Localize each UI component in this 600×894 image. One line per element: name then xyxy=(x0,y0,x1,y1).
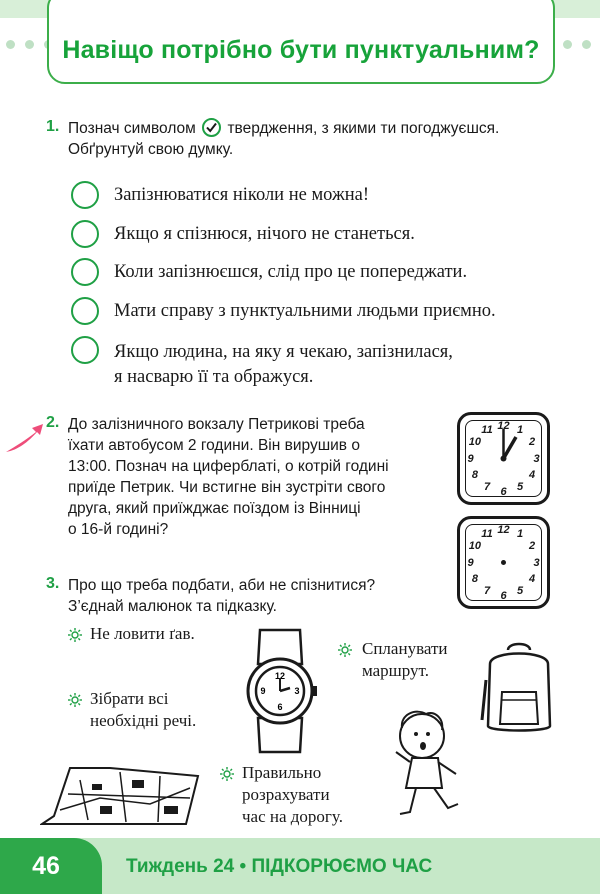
task1-line2: Обґрунтуй свою думку. xyxy=(68,141,234,158)
clock-face-1[interactable] xyxy=(457,412,550,505)
clock2-number-4: 4 xyxy=(529,573,536,585)
clock1-number-9: 9 xyxy=(467,452,474,465)
clock2-number-10: 10 xyxy=(468,540,482,552)
answer-circle-4[interactable] xyxy=(71,297,99,325)
task1-number: 1. xyxy=(46,118,60,135)
task2-line2: їхати автобусом 2 години. Він вирушив о xyxy=(68,437,360,454)
clock1-number-4: 4 xyxy=(529,469,536,481)
statement-4: Мати справу з пунктуальними людьми приємно. xyxy=(114,301,496,321)
hint-1: Не ловити ґав. xyxy=(90,624,195,643)
clock2-number-9: 9 xyxy=(467,556,474,569)
statement-1: Запізнюватися ніколи не можна! xyxy=(114,185,369,205)
page-number: 46 xyxy=(32,852,60,880)
answer-circle-2[interactable] xyxy=(71,220,99,248)
title-box xyxy=(47,0,555,84)
sun-bullet-icon xyxy=(68,693,82,707)
clock2-number-2: 2 xyxy=(529,540,536,552)
task3-line2: З’єднай малюнок та підказку. xyxy=(68,598,277,615)
sun-bullet-icon xyxy=(338,643,352,657)
task1-line1-after: твердження, з якими ти погоджуєшся. xyxy=(227,120,500,137)
clock1-number-5: 5 xyxy=(516,481,524,494)
answer-circle-3[interactable] xyxy=(71,258,99,286)
hint-3b: маршрут. xyxy=(362,661,429,680)
task2-line6: о 16-й годині? xyxy=(68,521,169,538)
task2-line4: приїде Петрик. Чи встигне він зустріти свого xyxy=(68,479,386,496)
clock1-number-12: 12 xyxy=(497,419,510,432)
clock2-number-5: 5 xyxy=(516,585,524,598)
answer-circle-1[interactable] xyxy=(71,181,99,209)
hint-3a: Спланувати xyxy=(362,639,448,658)
task1-line1-before: Познач символом xyxy=(68,120,196,137)
clock2-number-6: 6 xyxy=(500,589,507,602)
page-title: Навіщо потрібно бути пунктуальним? xyxy=(62,36,540,64)
decor-dots-right xyxy=(563,40,600,49)
week-title: Тиждень 24 • ПІДКОРЮЄМО ЧАС xyxy=(126,856,433,877)
clock1-number-6: 6 xyxy=(500,485,507,498)
clock2-number-8: 8 xyxy=(471,573,478,585)
statement-5b: я насварю її та ображуся. xyxy=(114,367,314,387)
backpack-icon xyxy=(480,640,560,735)
clock-face-2[interactable] xyxy=(457,516,550,609)
hint-4b: розрахувати xyxy=(242,785,330,804)
statement-5a: Якщо людина, на яку я чекаю, запізнилася, xyxy=(114,342,453,362)
hint-4c: час на дорогу. xyxy=(242,807,343,826)
sun-bullet-icon xyxy=(68,628,82,642)
hint-4a: Правильно xyxy=(242,763,322,782)
answer-circle-5[interactable] xyxy=(71,336,99,364)
clock1-number-11: 11 xyxy=(481,423,493,436)
task2-line5: друга, який приїжджає поїздом із Вінниці xyxy=(68,500,361,517)
check-circle-icon xyxy=(202,118,221,137)
decor-dots-left xyxy=(6,40,53,49)
clock2-number-3: 3 xyxy=(533,556,540,569)
statement-2: Якщо я спізнюся, нічого не станеться. xyxy=(114,224,415,244)
clock1-number-10: 10 xyxy=(468,436,482,448)
task3-line1: Про що треба подбати, аби не спізнитися? xyxy=(68,577,376,594)
clock1-number-1: 1 xyxy=(516,423,524,436)
wristwatch-icon xyxy=(240,626,320,756)
pink-arrow-icon xyxy=(4,418,44,460)
clock1-number-7: 7 xyxy=(483,481,491,494)
watch-number-9: 9 xyxy=(260,686,266,696)
clock2-number-7: 7 xyxy=(483,585,491,598)
sun-bullet-icon xyxy=(220,767,234,781)
clock1-number-2: 2 xyxy=(529,436,536,448)
task2-line3: 13:00. Познач на циферблаті, о котрій годині xyxy=(68,458,389,475)
task2-number: 2. xyxy=(46,414,60,431)
clock2-number-11: 11 xyxy=(481,527,493,540)
clock2-number-1: 1 xyxy=(516,527,524,540)
statement-3: Коли запізнюєшся, слід про це попереджати. xyxy=(114,262,468,282)
clock1-number-3: 3 xyxy=(533,452,540,465)
clock1-number-8: 8 xyxy=(471,469,478,481)
watch-number-12: 12 xyxy=(274,671,286,681)
task1-line1 xyxy=(68,118,499,139)
hint-2b: необхідні речі. xyxy=(90,711,197,730)
task3-number: 3. xyxy=(46,575,60,592)
watch-number-3: 3 xyxy=(294,686,300,696)
task2-line1: До залізничного вокзалу Петрикові треба xyxy=(68,416,365,433)
hint-2a: Зібрати всі xyxy=(90,689,169,708)
clock2-number-12: 12 xyxy=(497,523,510,536)
city-map-icon xyxy=(40,758,200,828)
watch-number-6: 6 xyxy=(277,702,283,712)
surprised-boy-icon xyxy=(386,708,482,824)
